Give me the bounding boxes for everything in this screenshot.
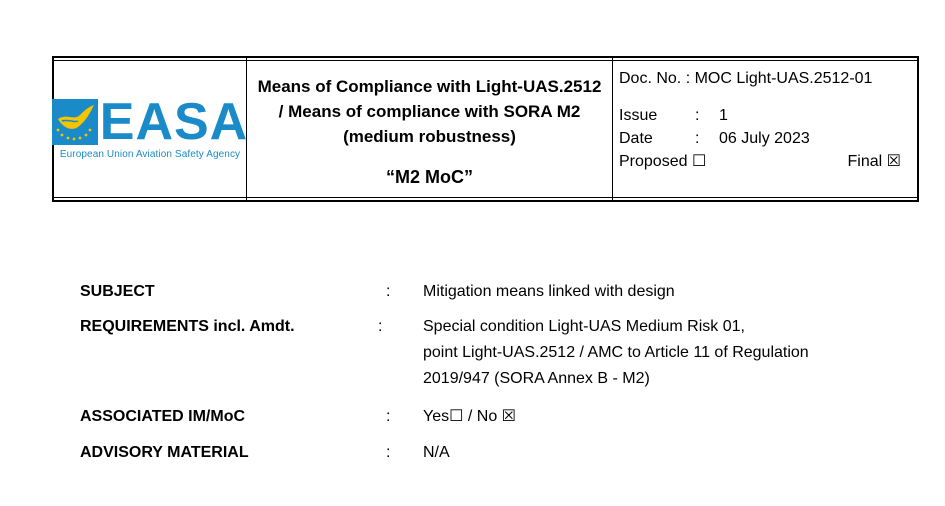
short-title: “M2 MoC” <box>386 167 473 187</box>
subject-value: Mitigation means linked with design <box>423 283 675 300</box>
subject-colon: : <box>386 283 391 300</box>
easa-logo <box>52 92 249 151</box>
requirements-line: 2019/947 (SORA Annex B - M2) <box>423 370 650 387</box>
date-label: Date <box>619 130 653 147</box>
final-checkbox: Final ☒ <box>847 153 901 170</box>
status-row <box>619 150 901 173</box>
requirements-colon: : <box>378 318 383 335</box>
issue-colon: : <box>695 107 700 124</box>
document-title <box>253 74 606 149</box>
subject-label: SUBJECT <box>80 283 155 300</box>
requirements-line: point Light-UAS.2512 / AMC to Article 11 of Regulation <box>423 344 809 361</box>
title-line: Means of Compliance with Light-UAS.2512 <box>257 77 602 96</box>
doc-number-label: Doc. No. : <box>619 70 691 87</box>
issue-row <box>619 104 917 127</box>
issue-value: 1 <box>719 107 728 124</box>
date-value: 06 July 2023 <box>719 130 810 147</box>
document-info-cell <box>613 58 917 200</box>
associated-label: ASSOCIATED IM/MoC <box>80 408 246 425</box>
logo-cell <box>54 58 247 200</box>
date-colon: : <box>695 130 700 147</box>
title-line: / Means of compliance with SORA M2 <box>278 102 581 121</box>
title-cell <box>247 58 613 200</box>
requirements-value <box>423 314 809 392</box>
advisory-value: N/A <box>423 444 450 461</box>
doc-number-value: MOC Light-UAS.2512-01 <box>694 70 873 87</box>
logo-tagline: European Union Aviation Safety Agency <box>59 148 241 160</box>
requirements-label: REQUIREMENTS incl. Amdt. <box>80 318 295 335</box>
logo-wordmark: EASA <box>99 92 249 151</box>
advisory-label: ADVISORY MATERIAL <box>80 444 249 461</box>
advisory-colon: : <box>386 444 391 461</box>
document-header-table <box>52 56 919 202</box>
requirements-line: Special condition Light-UAS Medium Risk 01, <box>423 318 745 335</box>
doc-number <box>619 68 917 90</box>
proposed-checkbox: Proposed ☐ <box>619 153 707 170</box>
issue-label: Issue <box>619 107 658 124</box>
associated-value: Yes☐ / No ☒ <box>423 408 517 425</box>
easa-bird-icon <box>52 99 98 145</box>
date-row <box>619 127 917 150</box>
associated-colon: : <box>386 408 391 425</box>
title-line: (medium robustness) <box>343 127 516 146</box>
